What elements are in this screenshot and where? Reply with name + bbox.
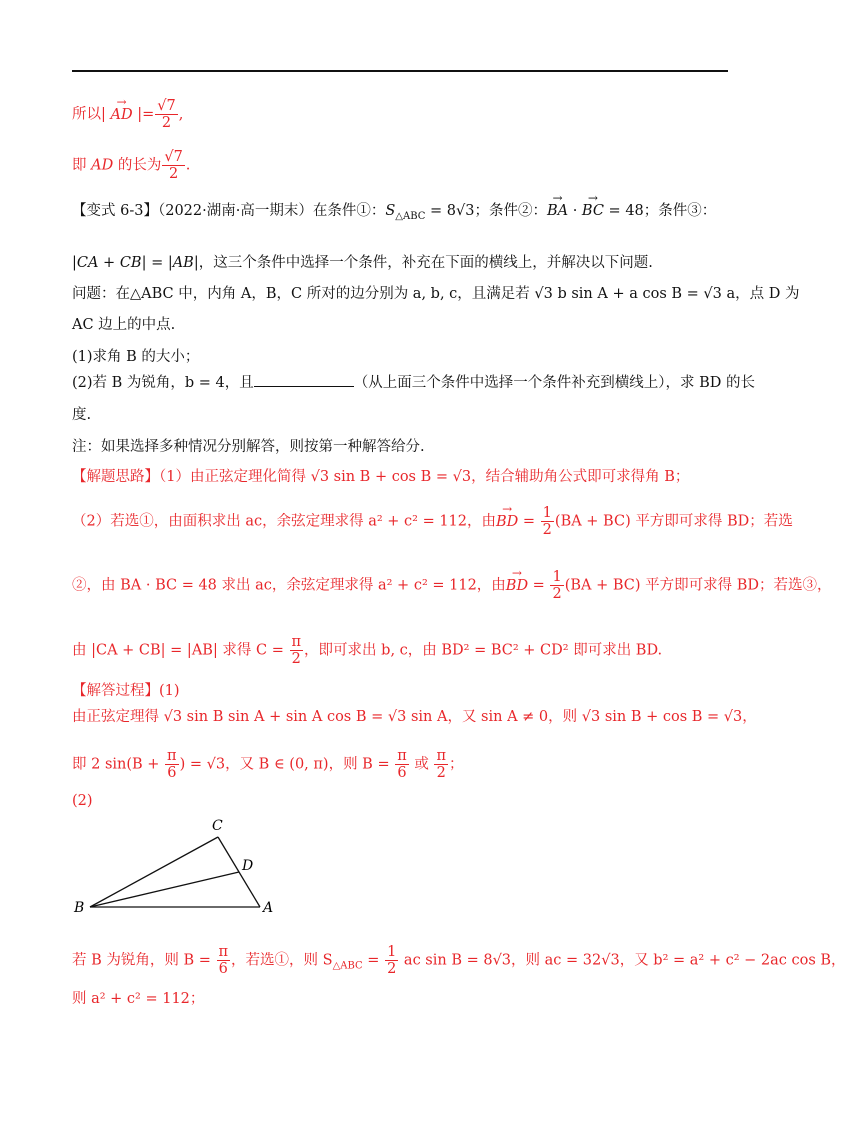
line-ad-result: 即 AD 的长为 $\frac{√7}{2}$ . (72, 149, 191, 182)
condition-3: |CA + CB| = |AB|，这三个条件中选择一个条件，补充在下面的横线上，并解决以下问题. (72, 255, 653, 271)
edge-bc (90, 837, 218, 907)
solution-step-4: 则 a² + c² = 112； (72, 991, 205, 1007)
edge-bd (90, 872, 239, 907)
variant-title: 【变式 6-3】（2022·湖南·高一期末）在条件①：$S_{\triangle ABC} = 8√3$；条件②：→ BA · → BC = 48；条件③： (72, 200, 732, 228)
label-d: D (242, 858, 254, 874)
problem-statement: 问题：在△ABC 中，内角 A，B，C 所对的边分别为 a, b, c，且满足若 √3 b sin A + a cos B = √3 a，点 D 为 (72, 286, 800, 302)
thinking-3: ②，由 BA · BC = 48 求出 ac，余弦定理求得 a² + c² = 112，由→ BD = $\frac{1}{2}$ (BA + BC) 平方即可求得 BD；若选③， (72, 569, 732, 602)
solution-step-1: 由正弦定理得 √3 sin B sin A + sin A cos B = √3 sin A，又 sin A ≠ 0，则 √3 sin B + cos B = √3， (72, 709, 757, 725)
question-2: (2)若 B 为锐角，b = 4，且 （从上面三个条件中选择一个条件补充到横线上），求 BD 的长 (72, 372, 732, 394)
problem-statement-cont: AC 边上的中点. (72, 317, 176, 333)
solution-title: 【解答过程】(1) (72, 683, 180, 699)
fill-blank[interactable] (254, 372, 354, 387)
thinking-2: （2）若选①，由面积求出 ac，余弦定理求得 a² + c² = 112，由→ BD = $\frac{1}{2}$ (BA + BC) 平方即可求得 BD；若选 (72, 505, 732, 538)
question-1: (1)求角 B 的大小； (72, 349, 200, 365)
header-rule (72, 70, 728, 72)
part-2-label: (2) (72, 793, 93, 809)
label-a: A (263, 900, 274, 916)
label-b: B (74, 900, 85, 916)
thinking-1: 【解题思路】（1）由正弦定理化简得 √3 sin B + cos B = √3，结合辅助角公式即可求得角 B； (72, 469, 690, 485)
question-2-cont: 度. (72, 407, 92, 423)
line-ad-length: 所以| → AD |= $\frac{√7}{2}$ , (72, 98, 732, 131)
thinking-4: 由 |CA + CB| = |AB| 求得 C = $\frac{\pi}{2}$ ，即可求出 b, c，由 BD² = BC² + CD² 即可求出 BD. (72, 634, 663, 667)
label-c: C (212, 818, 223, 834)
solution-step-2: 即 2 sin(B + $\frac{\pi}{6}$ ) = √3，又 B ∈ (0, π)，则 B = $\frac{\pi}{6}$ 或 $\frac{\pi}{2}$ ； (72, 748, 464, 781)
triangle-figure (70, 812, 290, 922)
solution-step-3: 若 B 为锐角，则 B = $\frac{\pi}{6}$ ，若选①，则 $S_{\triangle ABC}$ = $\frac{1}{2}$ ac sin B = 8√3，则 ac = 32√3，又 b² = a² + c² − 2ac cos B， (72, 944, 846, 977)
note: 注：如果选择多种情况分别解答，则按第一种解答给分. (72, 439, 425, 455)
